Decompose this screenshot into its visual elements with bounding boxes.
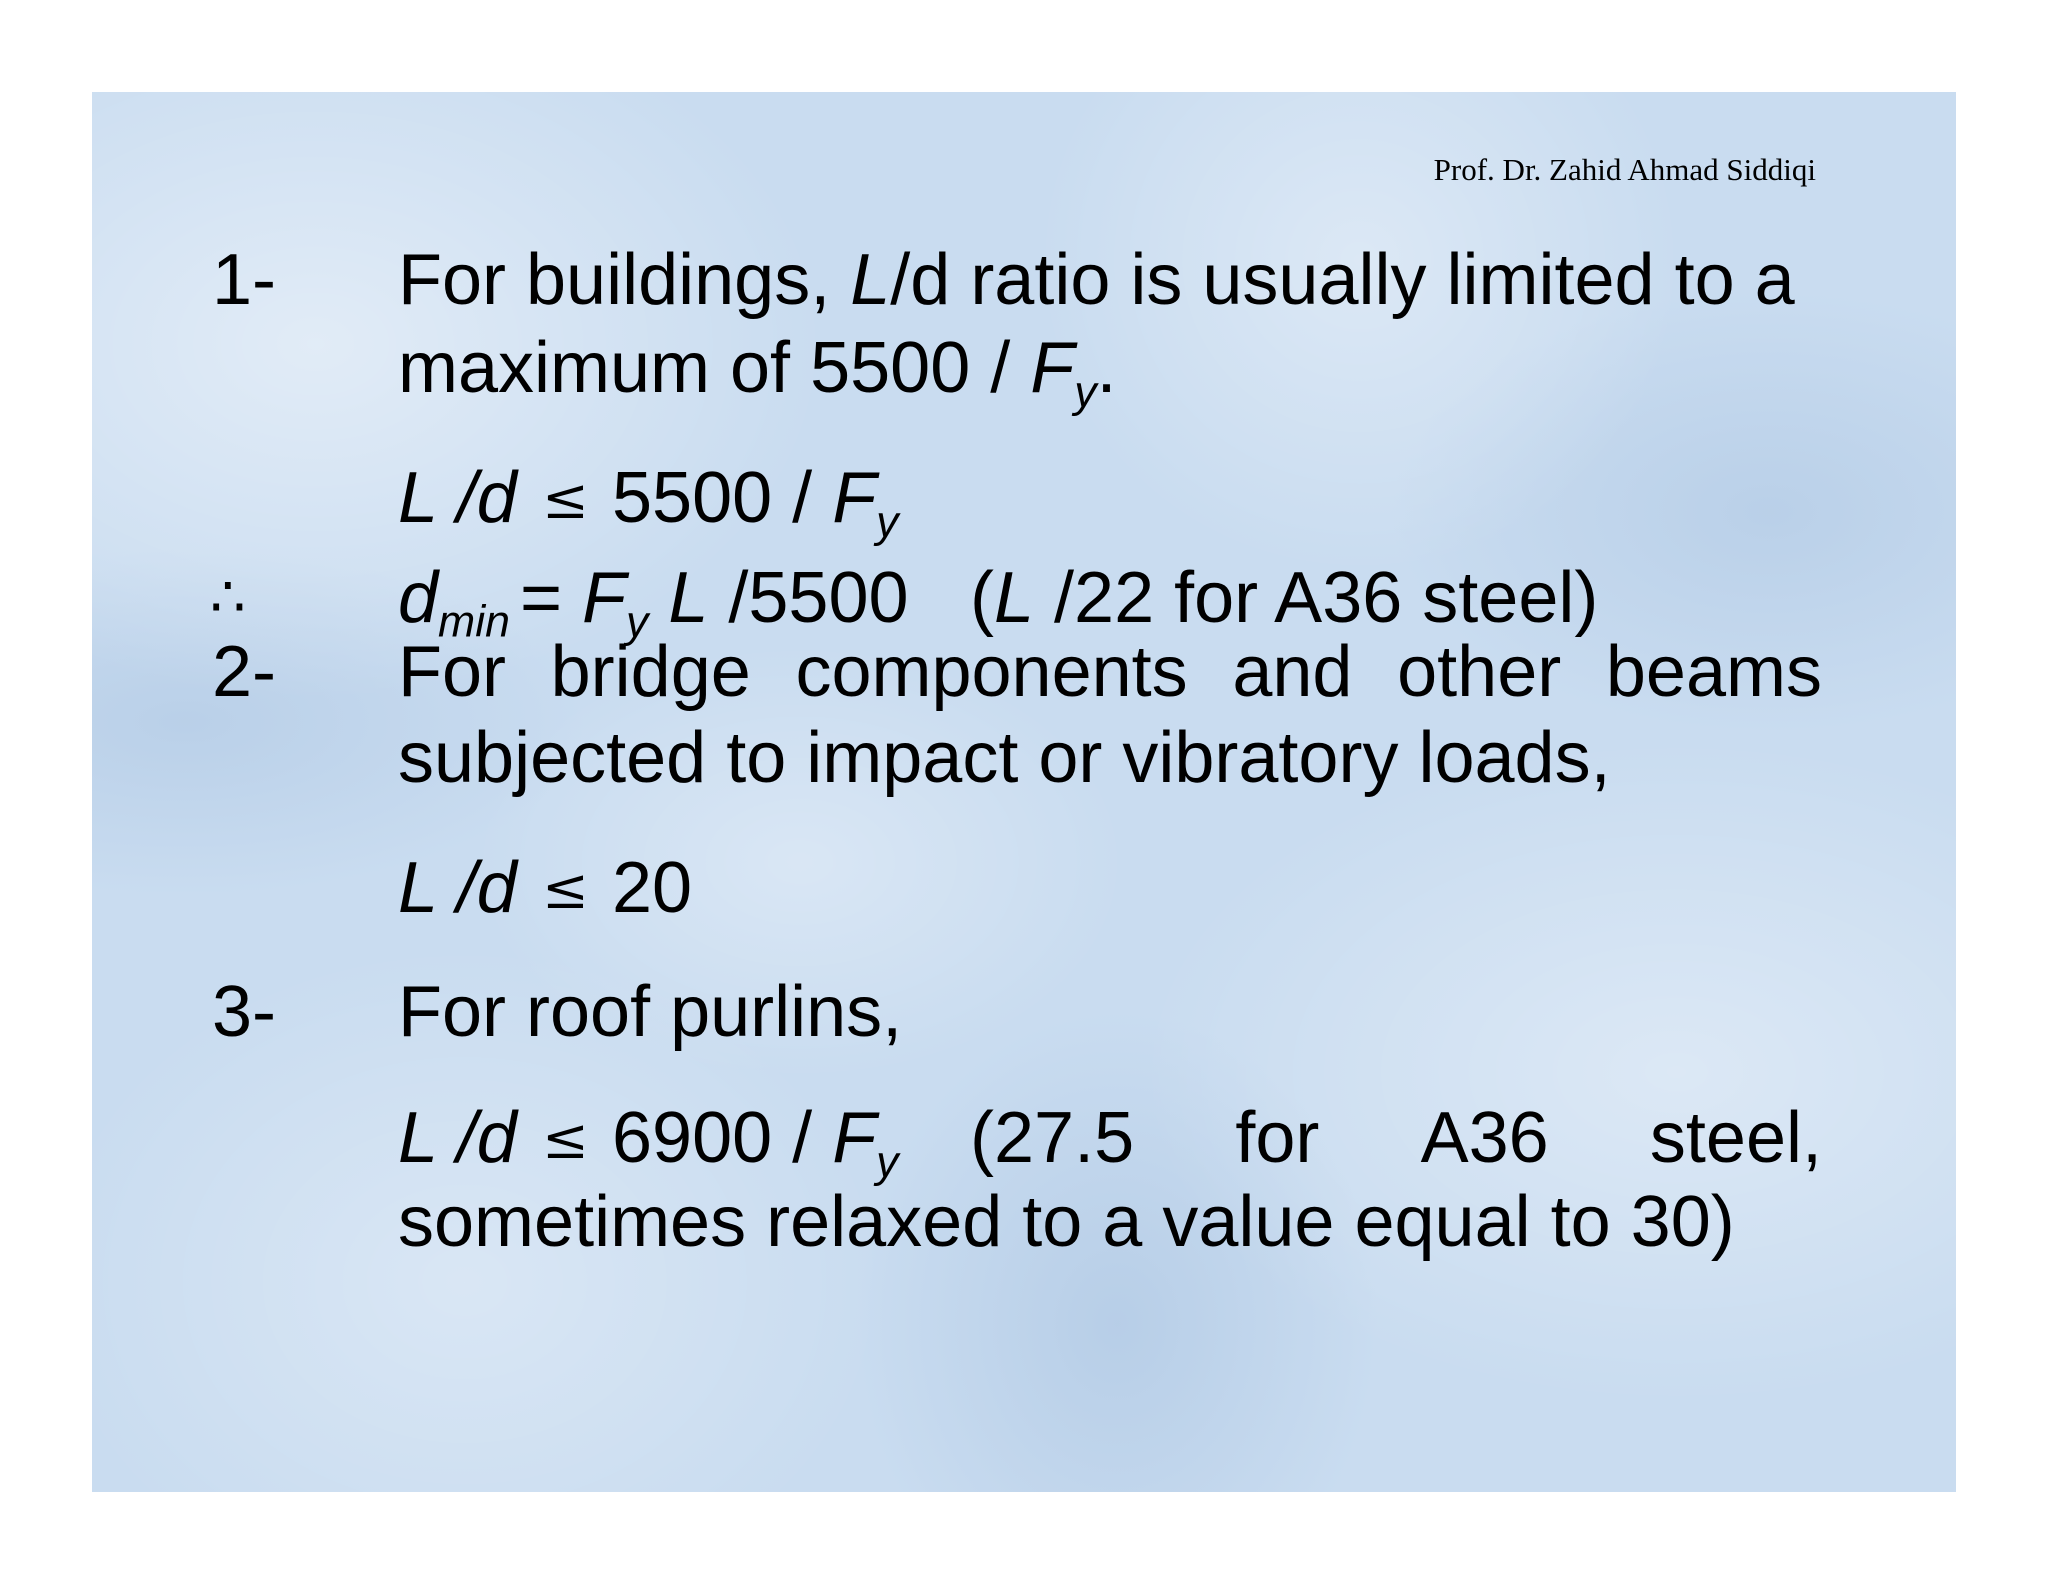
eq4-line2: sometimes relaxed to a value equal to 30) xyxy=(398,1182,1735,1262)
eq3-leq-symbol: ≤ xyxy=(542,857,589,922)
item2-word: and xyxy=(1232,632,1353,712)
item1-text-b: /d ratio is usually limited to a xyxy=(890,240,1795,320)
eq1-leq-symbol: ≤ xyxy=(542,467,589,532)
eq4-note xyxy=(970,1098,1822,1178)
eq2-rhs xyxy=(582,558,909,647)
eq4-note-word: steel, xyxy=(1649,1098,1822,1178)
item2-word: bridge xyxy=(550,632,751,712)
eq1-sub: y xyxy=(876,497,899,547)
eq1-lhs: L /d xyxy=(398,458,517,538)
item1-text-a: For buildings, xyxy=(398,240,851,320)
eq2-rhs-num: /5500 xyxy=(708,558,909,638)
eq4-lhs: L /d xyxy=(398,1098,517,1178)
eq1-rhs-num: 5500 / xyxy=(612,458,833,538)
item2-word: For xyxy=(398,632,506,712)
author-header: Prof. Dr. Zahid Ahmad Siddiqi xyxy=(1433,152,1816,187)
eq4-sub: y xyxy=(876,1137,899,1187)
item-number-3: 3- xyxy=(212,972,277,1052)
item-number-2: 2- xyxy=(212,632,277,712)
item2-word: beams xyxy=(1605,632,1822,712)
therefore-symbol: ∴ xyxy=(210,565,246,630)
eq4-F: F xyxy=(832,1098,877,1178)
eq2-d-sub: min xyxy=(438,597,510,647)
eq4-note-word: A36 xyxy=(1420,1098,1549,1178)
item1-text-sub: y xyxy=(1074,367,1097,417)
eq2-note-open: ( xyxy=(970,558,994,638)
eq4-note-word: for xyxy=(1235,1098,1320,1178)
eq4-note-word: (27.5 xyxy=(970,1098,1135,1178)
eq1-rhs xyxy=(612,458,899,547)
eq2-note-L: L xyxy=(993,558,1035,638)
item1-line2 xyxy=(398,328,1117,417)
item2-line1 xyxy=(398,632,1822,712)
eq2-note-rest: /22 for A36 steel) xyxy=(1034,558,1599,638)
eq2-F: F xyxy=(582,558,626,638)
eq1-F: F xyxy=(832,458,877,538)
item1-text-c: maximum of 5500 / xyxy=(398,328,1031,408)
eq2-equals: = xyxy=(520,558,563,638)
eq4-rhs-num: 6900 / xyxy=(612,1098,833,1178)
eq2-note xyxy=(970,558,1599,638)
item1-text-F: F xyxy=(1030,328,1075,408)
item2-line2: subjected to impact or vibratory loads, xyxy=(398,718,1611,798)
eq2-L: L xyxy=(668,558,709,638)
item2-word: other xyxy=(1397,632,1562,712)
eq2-d: d xyxy=(398,558,439,638)
item1-line1 xyxy=(398,240,1795,320)
item1-text-L: L xyxy=(850,240,891,320)
eq4-leq-symbol: ≤ xyxy=(542,1107,589,1172)
item3-text: For roof purlins, xyxy=(398,972,903,1052)
slide xyxy=(92,92,1956,1492)
item1-text-end: . xyxy=(1096,328,1117,408)
eq2-dmin xyxy=(398,558,510,647)
item2-word: components xyxy=(795,632,1188,712)
eq4-rhs xyxy=(612,1098,899,1187)
item-number-1: 1- xyxy=(212,240,277,320)
eq3-rhs: 20 xyxy=(612,848,693,928)
eq2-F-sub: y xyxy=(625,597,649,647)
eq3-lhs: L /d xyxy=(398,848,517,928)
